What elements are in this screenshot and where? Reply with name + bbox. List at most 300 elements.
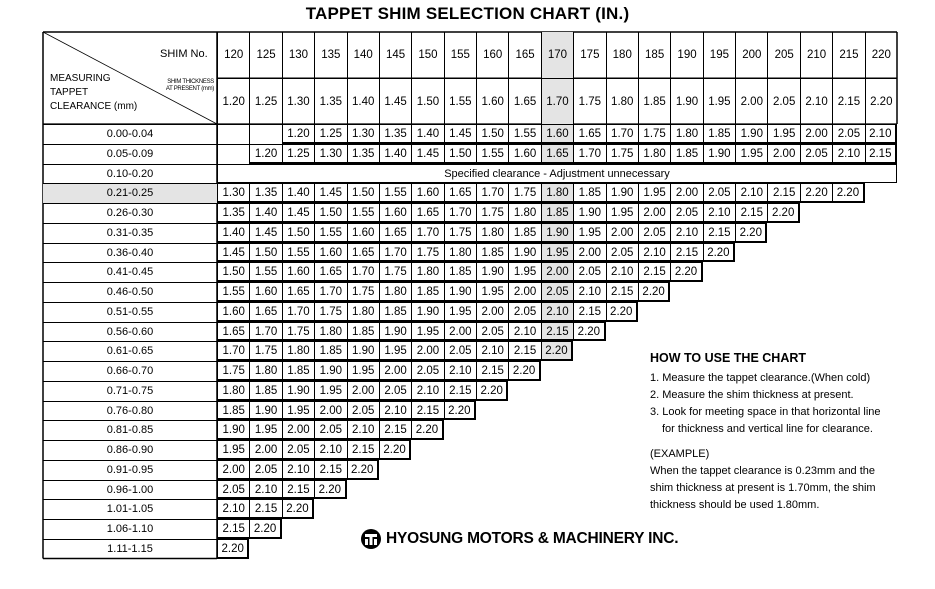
shim-value-cell: 2.15 (249, 499, 281, 519)
shim-value-cell: 2.15 (703, 223, 735, 243)
shim-value-cell: 2.00 (573, 243, 605, 263)
how-to-heading: HOW TO USE THE CHART (650, 351, 807, 365)
shim-value-cell: 2.00 (379, 361, 411, 381)
shim-value-cell: 1.80 (508, 203, 540, 223)
shim-thickness-header: 1.50 (411, 78, 443, 124)
shim-value-cell: 1.60 (379, 203, 411, 223)
shim-value-cell: 2.10 (411, 381, 443, 401)
shim-value-cell: 1.45 (282, 203, 314, 223)
shim-value-cell: 2.15 (865, 144, 897, 164)
shim-value-cell: 1.85 (411, 282, 443, 302)
shim-value-cell: 1.85 (541, 203, 573, 223)
shim-value-cell: 2.20 (314, 480, 346, 500)
shim-value-cell: 2.00 (767, 144, 799, 164)
shim-value-cell: 1.75 (347, 282, 379, 302)
shim-value-cell: 1.85 (670, 144, 702, 164)
shim-value-cell: 2.20 (800, 183, 832, 203)
shim-thickness-header: 1.85 (638, 78, 670, 124)
clearance-row-label: 1.06-1.10 (43, 519, 217, 539)
shim-value-cell: 2.10 (314, 440, 346, 460)
hyosung-logo-icon (360, 528, 382, 550)
shim-value-cell: 1.75 (444, 223, 476, 243)
shim-number-header: 180 (606, 32, 638, 78)
shim-value-cell: 2.00 (800, 124, 832, 144)
shim-value-cell: 2.05 (379, 381, 411, 401)
shim-value-cell: 1.20 (249, 144, 281, 164)
shim-value-cell: 1.20 (282, 124, 314, 144)
shim-thickness-header: 1.40 (347, 78, 379, 124)
clearance-row-label: 0.56-0.60 (43, 322, 217, 342)
shim-value-cell: 2.20 (606, 302, 638, 322)
shim-value-cell: 1.75 (217, 361, 249, 381)
shim-value-cell: 2.20 (249, 519, 281, 539)
shim-value-cell: 1.95 (573, 223, 605, 243)
shim-value-cell: 2.10 (249, 480, 281, 500)
shim-thickness-header: 1.35 (314, 78, 346, 124)
shim-value-cell: 1.65 (347, 243, 379, 263)
measuring-label-line: MEASURING (50, 73, 111, 84)
shim-thickness-header: 1.75 (573, 78, 605, 124)
shim-value-cell: 1.45 (249, 223, 281, 243)
shim-value-cell: 2.00 (541, 262, 573, 282)
shim-value-cell: 1.70 (282, 302, 314, 322)
shim-value-cell: 1.85 (573, 183, 605, 203)
shim-value-cell: 2.00 (670, 183, 702, 203)
shim-value-cell: 1.75 (638, 124, 670, 144)
shim-value-cell: 1.60 (411, 183, 443, 203)
shim-value-cell: 1.85 (217, 401, 249, 421)
shim-value-cell: 1.90 (508, 243, 540, 263)
shim-value-cell: 1.60 (347, 223, 379, 243)
shim-value-cell: 1.90 (249, 401, 281, 421)
shim-value-cell: 1.80 (444, 243, 476, 263)
clearance-row-label: 0.36-0.40 (43, 243, 217, 263)
shim-value-cell: 2.15 (476, 361, 508, 381)
shim-no-label: SHIM No. (160, 48, 208, 60)
clearance-row-label: 0.10-0.20 (43, 164, 217, 184)
shim-number-header: 195 (703, 32, 735, 78)
shim-value-cell: 2.15 (541, 322, 573, 342)
how-to-panel (650, 350, 910, 514)
shim-value-cell: 2.05 (606, 243, 638, 263)
shim-value-cell: 1.70 (606, 124, 638, 144)
empty-cell (249, 124, 281, 144)
shim-value-cell: 1.55 (379, 183, 411, 203)
shim-value-cell: 1.55 (282, 243, 314, 263)
shim-value-cell: 1.50 (444, 144, 476, 164)
shim-number-header: 215 (832, 32, 864, 78)
shim-value-cell: 1.90 (444, 282, 476, 302)
shim-value-cell: 1.80 (638, 144, 670, 164)
shim-value-cell: 1.70 (411, 223, 443, 243)
shim-value-cell: 1.85 (282, 361, 314, 381)
shim-number-header: 150 (411, 32, 443, 78)
shim-value-cell: 1.40 (249, 203, 281, 223)
shim-value-cell: 1.95 (638, 183, 670, 203)
shim-value-cell: 2.15 (638, 262, 670, 282)
shim-thickness-header: 1.30 (282, 78, 314, 124)
shim-value-cell: 1.85 (444, 262, 476, 282)
shim-value-cell: 1.30 (347, 124, 379, 144)
shim-value-cell: 2.15 (735, 203, 767, 223)
shim-value-cell: 2.05 (249, 460, 281, 480)
shim-value-cell: 1.90 (476, 262, 508, 282)
shim-number-header: 190 (670, 32, 702, 78)
shim-value-cell: 2.05 (314, 420, 346, 440)
shim-value-cell: 2.05 (476, 322, 508, 342)
shim-number-header: 210 (800, 32, 832, 78)
shim-value-cell: 2.20 (541, 341, 573, 361)
shim-value-cell: 1.45 (444, 124, 476, 144)
shim-value-cell: 2.00 (249, 440, 281, 460)
shim-value-cell: 1.95 (541, 243, 573, 263)
shim-value-cell: 2.15 (217, 519, 249, 539)
chart-title: TAPPET SHIM SELECTION CHART (IN.) (305, 4, 630, 23)
specified-clearance-note: Specified clearance - Adjustment unnecessary (217, 164, 897, 184)
shim-value-cell: 1.95 (217, 440, 249, 460)
shim-value-cell: 1.60 (282, 262, 314, 282)
shim-value-cell: 1.95 (476, 282, 508, 302)
empty-cell (217, 144, 249, 164)
shim-value-cell: 1.75 (282, 322, 314, 342)
shim-value-cell: 1.75 (606, 144, 638, 164)
shim-value-cell: 2.00 (282, 420, 314, 440)
shim-value-cell: 2.05 (282, 440, 314, 460)
shim-value-cell: 1.85 (347, 322, 379, 342)
shim-value-cell: 1.95 (282, 401, 314, 421)
shim-value-cell: 1.80 (282, 341, 314, 361)
shim-value-cell: 1.65 (379, 223, 411, 243)
shim-value-cell: 2.00 (606, 223, 638, 243)
shim-value-cell: 2.15 (444, 381, 476, 401)
shim-value-cell: 2.20 (573, 322, 605, 342)
shim-value-cell: 1.50 (347, 183, 379, 203)
shim-value-cell: 2.10 (508, 322, 540, 342)
shim-value-cell: 1.35 (217, 203, 249, 223)
shim-thickness-header: 1.70 (541, 78, 573, 124)
shim-number-header: 140 (347, 32, 379, 78)
shim-value-cell: 1.85 (314, 341, 346, 361)
clearance-row-label: 0.96-1.00 (43, 480, 217, 500)
shim-number-header: 120 (217, 32, 249, 78)
shim-value-cell: 1.80 (476, 223, 508, 243)
shim-number-header: 145 (379, 32, 411, 78)
company-logo (360, 528, 678, 550)
how-to-step: 2. Measure the shim thickness at present. (650, 389, 854, 401)
example-line: thickness should be used 1.80mm. (650, 499, 820, 511)
shim-value-cell: 2.00 (444, 322, 476, 342)
how-to-step-continued: for thickness and vertical line for clearance. (662, 423, 873, 435)
shim-number-header: 220 (865, 32, 897, 78)
shim-value-cell: 1.50 (314, 203, 346, 223)
shim-number-header: 165 (508, 32, 540, 78)
shim-value-cell: 2.20 (735, 223, 767, 243)
shim-value-cell: 2.15 (314, 460, 346, 480)
shim-value-cell: 2.10 (735, 183, 767, 203)
shim-thickness-header: 2.15 (832, 78, 864, 124)
shim-value-cell: 1.90 (282, 381, 314, 401)
shim-value-cell: 1.80 (217, 381, 249, 401)
shim-value-cell: 1.70 (314, 282, 346, 302)
shim-value-cell: 2.20 (767, 203, 799, 223)
shim-value-cell: 2.15 (573, 302, 605, 322)
shim-number-header: 185 (638, 32, 670, 78)
shim-value-cell: 1.70 (573, 144, 605, 164)
shim-value-cell: 2.05 (638, 223, 670, 243)
clearance-row-label: 0.41-0.45 (43, 262, 217, 282)
shim-value-cell: 2.20 (347, 460, 379, 480)
shim-value-cell: 2.20 (670, 262, 702, 282)
shim-thickness-header: 1.95 (703, 78, 735, 124)
shim-thickness-label: SHIM THICKNESS AT PRESENT (mm) (165, 79, 214, 92)
shim-thickness-header: 1.90 (670, 78, 702, 124)
shim-value-cell: 1.80 (347, 302, 379, 322)
shim-value-cell: 1.50 (217, 262, 249, 282)
shim-value-cell: 1.80 (314, 322, 346, 342)
example-line: When the tappet clearance is 0.23mm and the (650, 465, 876, 477)
shim-value-cell: 2.05 (800, 144, 832, 164)
shim-number-header: 175 (573, 32, 605, 78)
shim-value-cell: 1.65 (282, 282, 314, 302)
shim-value-cell: 1.85 (476, 243, 508, 263)
shim-value-cell: 2.10 (573, 282, 605, 302)
shim-value-cell: 1.65 (573, 124, 605, 144)
shim-value-cell: 1.60 (249, 282, 281, 302)
shim-value-cell: 1.60 (314, 243, 346, 263)
shim-value-cell: 1.30 (314, 144, 346, 164)
clearance-row-label: 0.86-0.90 (43, 440, 217, 460)
shim-value-cell: 1.65 (217, 322, 249, 342)
shim-value-cell: 1.55 (249, 262, 281, 282)
shim-value-cell: 2.05 (832, 124, 864, 144)
clearance-row-label: 0.31-0.35 (43, 223, 217, 243)
shim-value-cell: 2.10 (541, 302, 573, 322)
shim-value-cell: 2.15 (411, 401, 443, 421)
shim-value-cell: 1.95 (411, 322, 443, 342)
shim-value-cell: 2.15 (347, 440, 379, 460)
shim-value-cell: 1.80 (411, 262, 443, 282)
shim-value-cell: 1.90 (411, 302, 443, 322)
shim-value-cell: 2.20 (282, 499, 314, 519)
measuring-label-line: TAPPET (50, 87, 89, 98)
shim-value-cell: 1.75 (314, 302, 346, 322)
shim-value-cell: 2.00 (217, 460, 249, 480)
shim-value-cell: 1.60 (508, 144, 540, 164)
shim-value-cell: 2.15 (282, 480, 314, 500)
clearance-row-label: 0.46-0.50 (43, 282, 217, 302)
shim-value-cell: 2.15 (508, 341, 540, 361)
clearance-row-label: 0.61-0.65 (43, 341, 217, 361)
shim-value-cell: 2.10 (670, 223, 702, 243)
clearance-row-label: 0.76-0.80 (43, 401, 217, 421)
shim-value-cell: 1.70 (379, 243, 411, 263)
shim-value-cell: 1.70 (444, 203, 476, 223)
shim-value-cell: 1.80 (379, 282, 411, 302)
clearance-row-label: 0.26-0.30 (43, 203, 217, 223)
shim-value-cell: 1.65 (411, 203, 443, 223)
shim-value-cell: 2.10 (282, 460, 314, 480)
shim-value-cell: 2.05 (217, 480, 249, 500)
company-name: HYOSUNG MOTORS & MACHINERY INC. (386, 530, 679, 547)
shim-value-cell: 1.95 (347, 361, 379, 381)
shim-value-cell: 1.90 (314, 361, 346, 381)
shim-number-header: 160 (476, 32, 508, 78)
shim-thickness-header: 1.80 (606, 78, 638, 124)
shim-value-cell: 2.10 (379, 401, 411, 421)
shim-value-cell: 2.00 (347, 381, 379, 401)
shim-value-cell: 1.45 (314, 183, 346, 203)
clearance-row-label: 0.51-0.55 (43, 302, 217, 322)
shim-value-cell: 1.45 (411, 144, 443, 164)
shim-value-cell: 2.05 (670, 203, 702, 223)
shim-number-header: 205 (767, 32, 799, 78)
empty-cell (217, 124, 249, 144)
shim-value-cell: 2.20 (508, 361, 540, 381)
shim-value-cell: 1.55 (508, 124, 540, 144)
shim-value-cell: 2.20 (703, 243, 735, 263)
shim-thickness-header: 2.00 (735, 78, 767, 124)
shim-thickness-header: 1.25 (249, 78, 281, 124)
shim-value-cell: 1.65 (249, 302, 281, 322)
shim-value-cell: 1.55 (347, 203, 379, 223)
shim-value-cell: 1.85 (379, 302, 411, 322)
shim-value-cell: 2.10 (606, 262, 638, 282)
shim-value-cell: 2.15 (606, 282, 638, 302)
shim-value-cell: 1.25 (282, 144, 314, 164)
shim-value-cell: 1.55 (217, 282, 249, 302)
shim-value-cell: 1.95 (379, 341, 411, 361)
shim-value-cell: 2.20 (444, 401, 476, 421)
shim-number-header: 155 (444, 32, 476, 78)
shim-value-cell: 1.60 (217, 302, 249, 322)
shim-value-cell: 2.20 (411, 420, 443, 440)
measuring-clearance-label (50, 72, 137, 114)
shim-value-cell: 1.80 (249, 361, 281, 381)
shim-thickness-header: 2.10 (800, 78, 832, 124)
shim-value-cell: 1.75 (476, 203, 508, 223)
shim-value-cell: 2.20 (832, 183, 864, 203)
example-label: (EXAMPLE) (650, 448, 710, 460)
shim-value-cell: 2.20 (379, 440, 411, 460)
shim-thickness-header: 2.20 (865, 78, 897, 124)
shim-value-cell: 1.80 (541, 183, 573, 203)
shim-value-cell: 1.55 (476, 144, 508, 164)
shim-value-cell: 1.95 (606, 203, 638, 223)
shim-thickness-header: 2.05 (767, 78, 799, 124)
shim-value-cell: 1.65 (314, 262, 346, 282)
shim-value-cell: 1.95 (735, 144, 767, 164)
shim-value-cell: 2.00 (638, 203, 670, 223)
shim-value-cell: 1.70 (347, 262, 379, 282)
shim-value-cell: 1.70 (217, 341, 249, 361)
shim-value-cell: 2.15 (379, 420, 411, 440)
clearance-row-label: 0.66-0.70 (43, 361, 217, 381)
clearance-row-label: 0.71-0.75 (43, 381, 217, 401)
how-to-step: 1. Measure the tappet clearance.(When cold) (650, 372, 871, 384)
shim-value-cell: 1.65 (541, 144, 573, 164)
shim-value-cell: 1.90 (347, 341, 379, 361)
shim-value-cell: 2.05 (703, 183, 735, 203)
shim-value-cell: 2.05 (573, 262, 605, 282)
shim-value-cell: 2.05 (411, 361, 443, 381)
clearance-row-label: 0.81-0.85 (43, 420, 217, 440)
shim-value-cell: 2.00 (476, 302, 508, 322)
shim-number-header: 170 (541, 32, 573, 78)
shim-value-cell: 2.20 (476, 381, 508, 401)
shim-value-cell: 1.40 (282, 183, 314, 203)
shim-value-cell: 1.90 (379, 322, 411, 342)
shim-value-cell: 1.95 (508, 262, 540, 282)
shim-value-cell: 1.90 (735, 124, 767, 144)
shim-value-cell: 2.00 (314, 401, 346, 421)
shim-value-cell: 2.15 (670, 243, 702, 263)
shim-value-cell: 2.10 (444, 361, 476, 381)
shim-thickness-header: 1.55 (444, 78, 476, 124)
shim-value-cell: 2.10 (476, 341, 508, 361)
how-to-step: 3. Look for meeting space in that horizontal line (650, 406, 881, 418)
shim-value-cell: 2.10 (703, 203, 735, 223)
shim-value-cell: 1.40 (411, 124, 443, 144)
shim-value-cell: 1.75 (411, 243, 443, 263)
shim-value-cell: 1.90 (541, 223, 573, 243)
shim-value-cell: 2.05 (508, 302, 540, 322)
shim-value-cell: 1.75 (249, 341, 281, 361)
shim-thickness-header: 1.65 (508, 78, 540, 124)
shim-value-cell: 2.05 (444, 341, 476, 361)
shim-value-cell: 1.50 (282, 223, 314, 243)
shim-value-cell: 1.40 (217, 223, 249, 243)
shim-value-cell: 2.05 (347, 401, 379, 421)
example-line: shim thickness at present is 1.70mm, the shim (650, 482, 876, 494)
shim-value-cell: 1.35 (249, 183, 281, 203)
shim-value-cell: 1.95 (314, 381, 346, 401)
shim-thickness-header: 1.20 (217, 78, 249, 124)
clearance-row-label: 0.21-0.25 (43, 183, 217, 203)
clearance-row-label: 1.11-1.15 (43, 539, 217, 559)
clearance-row-label: 1.01-1.05 (43, 499, 217, 519)
shim-value-cell: 2.10 (217, 499, 249, 519)
shim-value-cell: 2.20 (217, 539, 249, 559)
shim-value-cell: 1.40 (379, 144, 411, 164)
clearance-row-label: 0.05-0.09 (43, 144, 217, 164)
shim-value-cell: 1.60 (541, 124, 573, 144)
shim-number-header: 130 (282, 32, 314, 78)
shim-value-cell: 1.85 (249, 381, 281, 401)
shim-value-cell: 1.35 (379, 124, 411, 144)
shim-value-cell: 1.55 (314, 223, 346, 243)
shim-value-cell: 1.80 (670, 124, 702, 144)
shim-value-cell: 1.95 (249, 420, 281, 440)
shim-value-cell: 2.00 (508, 282, 540, 302)
shim-value-cell: 1.90 (703, 144, 735, 164)
clearance-row-label: 0.91-0.95 (43, 460, 217, 480)
shim-value-cell: 1.90 (573, 203, 605, 223)
shim-value-cell: 2.05 (541, 282, 573, 302)
shim-value-cell: 1.50 (476, 124, 508, 144)
shim-value-cell: 1.70 (249, 322, 281, 342)
clearance-row-label: 0.00-0.04 (43, 124, 217, 144)
shim-value-cell: 2.10 (638, 243, 670, 263)
shim-value-cell: 1.75 (379, 262, 411, 282)
shim-thickness-header: 1.60 (476, 78, 508, 124)
shim-value-cell: 1.70 (476, 183, 508, 203)
shim-value-cell: 1.95 (444, 302, 476, 322)
shim-value-cell: 2.15 (767, 183, 799, 203)
measuring-label-line: CLEARANCE (mm) (50, 101, 138, 112)
shim-value-cell: 2.10 (832, 144, 864, 164)
shim-value-cell: 1.30 (217, 183, 249, 203)
shim-value-cell: 1.65 (444, 183, 476, 203)
